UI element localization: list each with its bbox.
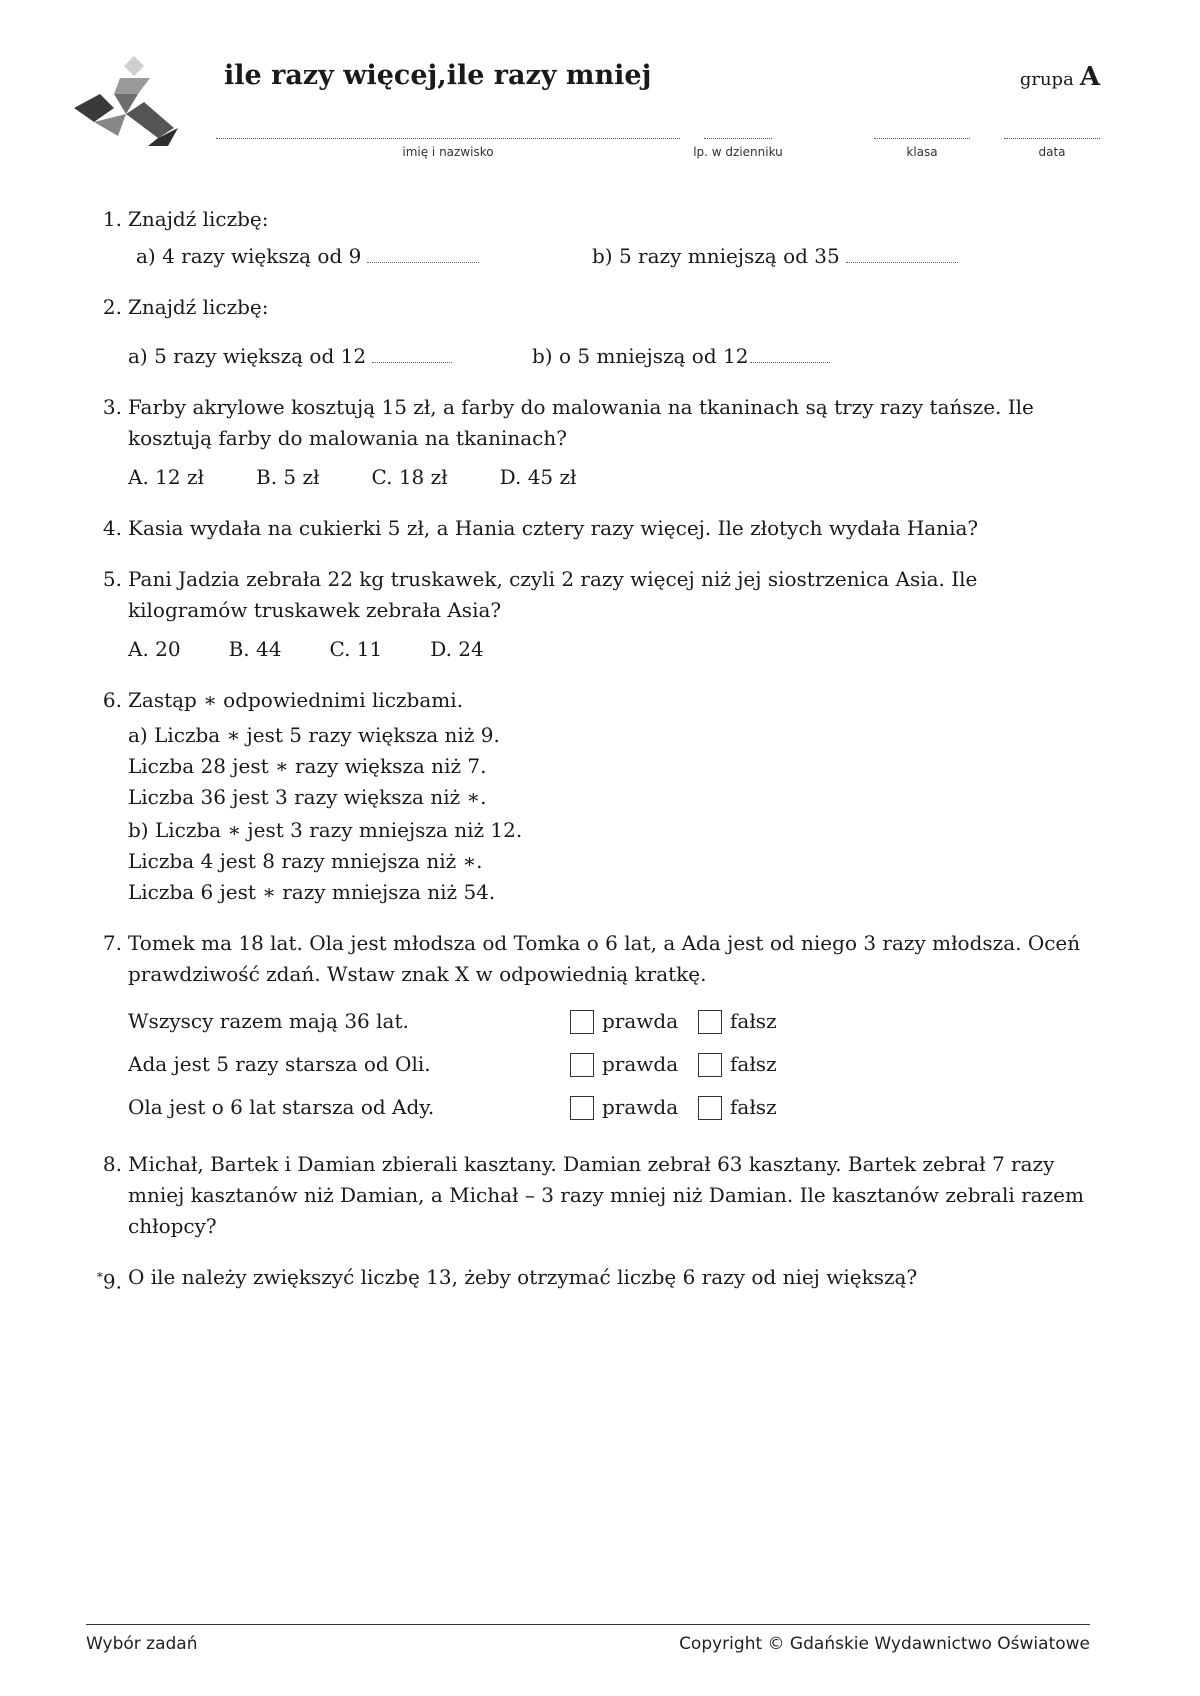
true-false-table xyxy=(128,1000,1098,1129)
answer-2b[interactable] xyxy=(750,344,830,363)
option-5b: B. 44 xyxy=(228,637,282,661)
task-1: 1. Znajdź liczbę: a) 4 razy większą od 9 b) 5 razy mniejszą od 35 xyxy=(88,204,1098,272)
checkbox-true-3[interactable] xyxy=(570,1096,594,1120)
checkbox-false-2[interactable] xyxy=(698,1053,722,1077)
worksheet-title: ile razy więcej,ile razy mniej xyxy=(224,60,652,91)
date-field[interactable]: data xyxy=(1004,126,1100,159)
bonus-star: * xyxy=(96,1270,103,1284)
answer-1b[interactable] xyxy=(846,244,958,263)
task-7: 7. Tomek ma 18 lat. Ola jest młodsza od Tomka o 6 lat, a Ada jest od niego 3 razy młodsza. Oceń prawdziwość zdań. Wstaw znak X w odpowiednią kratkę. Wszyscy razem mają 36 lat. prawda fałsz Ada jest 5 razy starsza od Oli. prawda fałsz Ola jest o 6 lat starsza od Ady. prawda fałsz xyxy=(88,928,1098,1129)
option-5a: A. 20 xyxy=(128,637,181,661)
option-3b: B. 5 zł xyxy=(256,465,320,489)
footer-left: Wybór zadań xyxy=(86,1634,198,1654)
footer-divider xyxy=(86,1624,1090,1625)
option-5d: D. 24 xyxy=(430,637,484,661)
task-list xyxy=(88,204,1098,1313)
task-6: 6. Zastąp ∗ odpowiednimi liczbami. a) Liczba ∗ jest 5 razy większa niż 9. Liczba 28 jest ∗ razy większa niż 7. Liczba 36 jest 3 razy większa niż ∗. b) Liczba ∗ jest 3 razy mniejsza niż 12. Liczba 4 jest 8 razy mniejsza niż ∗. Liczba 6 jest ∗ razy mniejsza niż 54. xyxy=(88,685,1098,908)
task-5: 5. Pani Jadzia zebrała 22 kg truskawek, czyli 2 razy więcej niż jej siostrzenica Asia. Ile kilogramów truskawek zebrała Asia? A. 20 B. 44 C. 11 D. 24 xyxy=(88,564,1098,665)
task-3: 3. Farby akrylowe kosztują 15 zł, a farby do malowania na tkaninach są trzy razy tańsze. Ile kosztują farby do malowania na tkaninach? A. 12 zł B. 5 zł C. 18 zł D. 45 zł xyxy=(88,392,1098,493)
checkbox-false-1[interactable] xyxy=(698,1010,722,1034)
group-label: grupa xyxy=(1019,69,1074,90)
class-field[interactable]: klasa xyxy=(874,126,970,159)
checkbox-true-1[interactable] xyxy=(570,1010,594,1034)
task-4: 4. Kasia wydała na cukierki 5 zł, a Hania cztery razy więcej. Ile złotych wydała Hania? xyxy=(102,516,979,540)
statement-row: Wszyscy razem mają 36 lat. prawda fałsz xyxy=(128,1009,777,1033)
task-2: 2. Znajdź liczbę: a) 5 razy większą od 12 b) o 5 mniejszą od 12 xyxy=(88,292,1098,372)
option-3d: D. 45 zł xyxy=(499,465,577,489)
option-5c: C. 11 xyxy=(329,637,383,661)
group-indicator xyxy=(1020,62,1100,92)
checkbox-false-3[interactable] xyxy=(698,1096,722,1120)
checkbox-true-2[interactable] xyxy=(570,1053,594,1077)
answer-1a[interactable] xyxy=(367,244,479,263)
task-6-part-b: b) Liczba ∗ jest 3 razy mniejsza niż 12. Liczba 4 jest 8 razy mniejsza niż ∗. Liczba 6 jest ∗ razy mniejsza niż 54. xyxy=(128,818,523,904)
option-3c: C. 18 zł xyxy=(371,465,448,489)
option-3a: A. 12 zł xyxy=(128,465,204,489)
answer-2a[interactable] xyxy=(372,344,452,363)
task-9: *9. O ile należy zwiększyć liczbę 13, żeby otrzymać liczbę 6 razy od niej większą? xyxy=(96,1265,918,1294)
group-letter: A xyxy=(1079,62,1100,92)
name-field[interactable]: imię i nazwisko xyxy=(216,126,680,159)
task-6-part-a: a) Liczba ∗ jest 5 razy większa niż 9. Liczba 28 jest ∗ razy większa niż 7. Liczba 36 jest 3 razy większa niż ∗. xyxy=(128,723,500,809)
statement-row: Ola jest o 6 lat starsza od Ady. prawda fałsz xyxy=(128,1095,777,1119)
student-info-fields xyxy=(0,126,1200,166)
statement-row: Ada jest 5 razy starsza od Oli. prawda fałsz xyxy=(128,1052,777,1076)
task-8: 8. Michał, Bartek i Damian zbierali kasztany. Damian zebrał 63 kasztany. Bartek zebrał 7 razy mniej kasztanów niż Damian, a Michał – 3 razy mniej niż Damian. Ile kasztanów zebrali razem chłopcy? xyxy=(102,1152,1084,1238)
register-number-field[interactable]: lp. w dzienniku xyxy=(704,126,772,159)
footer-copyright: Copyright © Gdańskie Wydawnictwo Oświatowe xyxy=(679,1634,1090,1654)
